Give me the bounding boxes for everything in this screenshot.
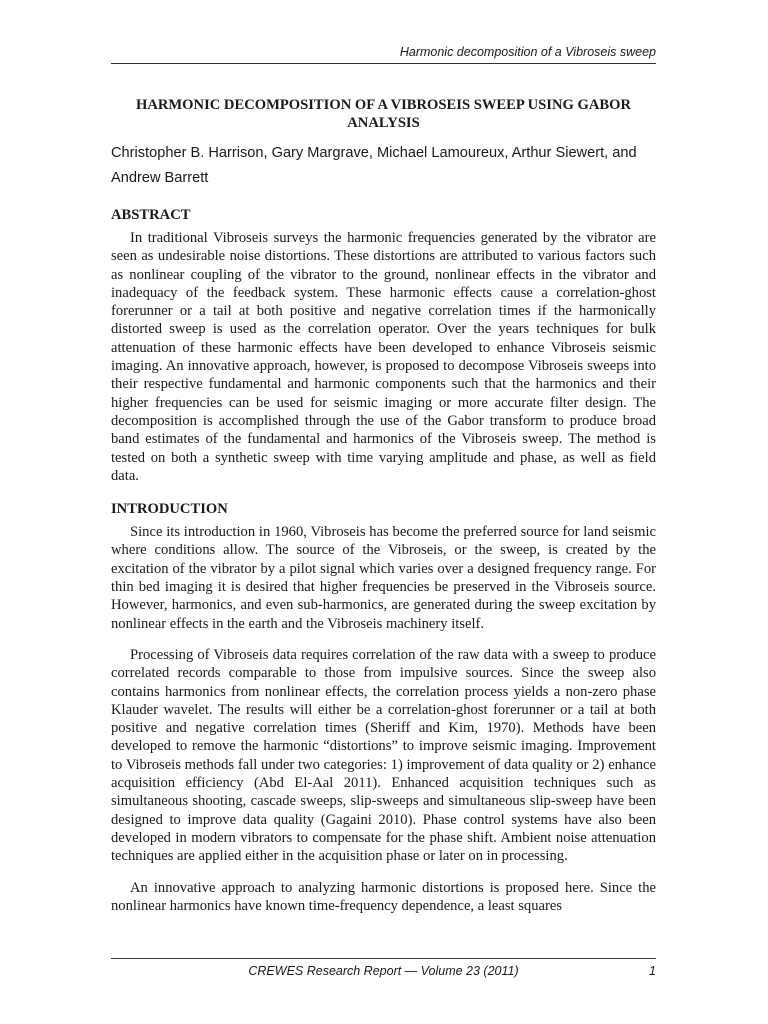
introduction-paragraph-3: An innovative approach to analyzing harmonic distortions is proposed here. Since the nonlinear harmonics have known time-frequency dependence, a least squares: [111, 879, 656, 914]
page-number: 1: [649, 964, 656, 978]
header-rule: [111, 63, 656, 64]
author-list: Christopher B. Harrison, Gary Margrave, Michael Lamoureux, Arthur Siewert, and Andrew Barrett: [111, 145, 637, 186]
introduction-paragraph-2: Processing of Vibroseis data requires correlation of the raw data with a sweep to produce correlated records comparable to those from impulsive sources. Since the sweep also contains harmonics from nonlinear effects, the correlation process yields a non-zero phase Klauder wavelet. The results will either be a correlation-ghost forerunner or a tail at both positive and negative correlation times (Sheriff and Kim, 1970). Methods have been developed to remove the harmonic “distortions” to improve seismic imaging. Improvement to Vibroseis methods fall under two categories: 1) improvement of data quality or 2) enhance acquisition efficiency (Abd El-Aal 2011). Enhanced acquisition techniques such as simultaneous shooting, cascade sweeps, slip-sweeps and simultaneous slip-sweep have been designed to improve data quality (Gagaini 2010). Phase control systems have also been developed in modern vibrators to compensate for the phase shift. Ambient noise attenuation techniques are applied either in the acquisition phase or later on in processing.: [111, 646, 656, 865]
introduction-heading: INTRODUCTION: [111, 501, 228, 518]
page-body: [111, 96, 656, 915]
paper-title: HARMONIC DECOMPOSITION OF A VIBROSEIS SWEEP USING GABOR ANALYSIS: [135, 97, 632, 131]
abstract-text: In traditional Vibroseis surveys the harmonic frequencies generated by the vibrator are seen as undesirable noise distortions. These distortions are attributed to various factors such as nonlinear coupling of the vibrator to the ground, nonlinear effects in the vibrator and inadequacy of the feedback system. These harmonic effects cause a correlation-ghost forerunner or a tail at both positive and negative correlation times if the harmonically distorted sweep is used as the correlation operator. Over the years techniques for bulk attenuation of these harmonic effects have been developed to enhance Vibroseis seismic imaging. An innovative approach, however, is proposed to decompose Vibroseis sweeps into their respective fundamental and harmonic components such that the harmonics and their higher frequencies can be used for seismic imaging or more accurate filter design. The decomposition is accomplished through the use of the Gabor transform to produce broad band estimates of the fundamental and harmonics of the Vibroseis sweep. The method is tested on both a synthetic sweep with time varying amplitude and phase, as well as field data.: [111, 230, 656, 484]
footer-rule: [111, 958, 656, 959]
abstract-heading: ABSTRACT: [111, 207, 191, 223]
running-footer: [111, 963, 656, 979]
running-header: Harmonic decomposition of a Vibroseis sweep: [399, 45, 656, 59]
footer-journal-title: CREWES Research Report — Volume 23 (2011): [248, 964, 519, 978]
introduction-paragraph-1: Since its introduction in 1960, Vibroseis has become the preferred source for land seismic where conditions allow. The source of the Vibroseis, or the sweep, is created by the excitation of the vibrator by a pilot signal which varies over a designed frequency range. For thin bed imaging it is desired that higher frequencies be preserved in the Vibroseis source. However, harmonics, and even sub-harmonics, are generated during the sweep excitation by nonlinear effects in the earth and the Vibroseis machinery itself.: [111, 524, 656, 632]
